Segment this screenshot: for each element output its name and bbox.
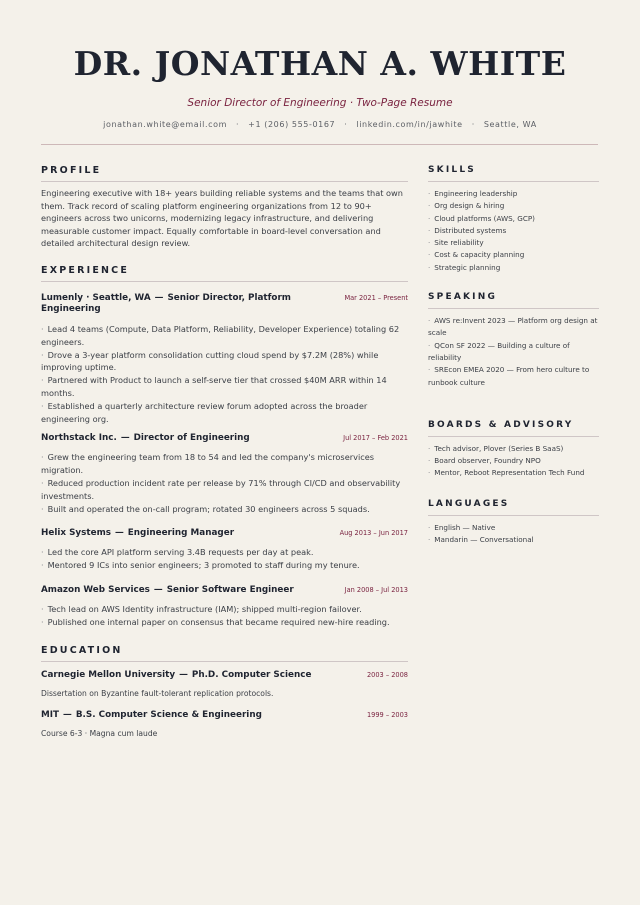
job-role: Senior Software Engineer bbox=[166, 584, 294, 595]
job-title: Northstack Inc. — Director of Engineering bbox=[41, 433, 250, 444]
job-bullets bbox=[41, 546, 408, 572]
job-entry bbox=[41, 528, 408, 572]
education-note: Course 6-3 · Magna cum laude bbox=[41, 728, 158, 738]
job-role: Director of Engineering bbox=[133, 433, 250, 444]
skill-item: · Engineering leadership bbox=[428, 189, 518, 198]
degree-name: B.S. Computer Science & Engineering bbox=[75, 709, 262, 720]
header-divider bbox=[41, 144, 598, 145]
email-link[interactable]: jonathan.white@email.com bbox=[103, 120, 227, 129]
speaking-item: · QCon SF 2022 — Building a culture of reliability bbox=[428, 340, 570, 362]
board-item: · Mentor, Reboot Representation Tech Fund bbox=[428, 468, 585, 478]
section-title-experience: EXPERIENCE bbox=[41, 264, 408, 282]
job-bullets bbox=[41, 451, 408, 515]
job-entry bbox=[41, 433, 408, 515]
profile-section bbox=[41, 164, 408, 250]
bullet-item: · Reduced production incident rate per release by 71% through CI/CD and observability investments. bbox=[41, 477, 401, 501]
section-title-education: EDUCATION bbox=[41, 644, 408, 662]
job-company: Lumenly · Seattle, WA bbox=[41, 292, 151, 303]
school-name: Carnegie Mellon University bbox=[41, 669, 176, 680]
boards-list bbox=[428, 443, 599, 480]
bullet-item: · Lead 4 teams (Compute, Data Platform, Reliability, Developer Experience) totaling 62 engineers. bbox=[41, 323, 400, 347]
job-entry bbox=[41, 585, 408, 629]
main-column bbox=[41, 164, 408, 739]
job-title: Lumenly · Seattle, WA — Senior Director, Platform Engineering bbox=[41, 292, 291, 314]
education-title: Carnegie Mellon University — Ph.D. Computer Science bbox=[41, 669, 312, 680]
section-title-speaking: SPEAKING bbox=[428, 291, 599, 309]
boards-section bbox=[428, 419, 599, 480]
education-dates: 1999 – 2003 bbox=[366, 710, 408, 719]
location-text: Seattle, WA bbox=[483, 120, 537, 129]
degree-name: Ph.D. Computer Science bbox=[191, 669, 312, 680]
phone-text: +1 (206) 555-0167 bbox=[248, 120, 336, 129]
board-item: · Board observer, Foundry NPO bbox=[428, 456, 541, 466]
experience-section bbox=[41, 264, 408, 629]
job-entry bbox=[41, 293, 408, 425]
section-title-languages: LANGUAGES bbox=[428, 498, 599, 516]
education-entry bbox=[41, 710, 408, 739]
skill-item: · Site reliability bbox=[428, 238, 484, 248]
speaking-section bbox=[428, 291, 599, 389]
skill-item: · Distributed systems bbox=[428, 225, 507, 235]
job-title: Amazon Web Services — Senior Software Engineer bbox=[41, 584, 294, 595]
skill-item: · Cloud platforms (AWS, GCP) bbox=[428, 213, 535, 223]
speaking-list bbox=[428, 315, 599, 389]
job-bullets bbox=[41, 603, 408, 629]
linkedin-link[interactable]: linkedin.com/in/jawhite bbox=[356, 120, 463, 129]
education-entry bbox=[41, 670, 408, 699]
section-title-skills: SKILLS bbox=[428, 164, 599, 182]
contact-line bbox=[0, 119, 640, 130]
bullet-item: · Established a quarterly architecture review forum adopted across the broader engineering org. bbox=[41, 400, 368, 424]
job-bullets bbox=[41, 323, 408, 425]
contact-separator: · bbox=[471, 120, 475, 129]
education-title: MIT — B.S. Computer Science & Engineering bbox=[41, 709, 262, 720]
person-name: DR. JONATHAN A. WHITE bbox=[73, 44, 567, 83]
section-title-profile: PROFILE bbox=[41, 164, 408, 182]
school-name: MIT bbox=[41, 709, 60, 720]
education-dates: 2003 – 2008 bbox=[366, 670, 408, 679]
contact-separator: · bbox=[235, 120, 240, 129]
language-item: · Mandarin — Conversational bbox=[428, 535, 534, 545]
resume-subtitle: Senior Director of Engineering · Two-Page Resume bbox=[187, 97, 453, 109]
job-company: Helix Systems bbox=[41, 528, 111, 539]
language-item: · English — Native bbox=[428, 522, 496, 532]
skill-item: · Strategic planning bbox=[428, 262, 501, 272]
education-section bbox=[41, 644, 408, 739]
profile-summary: Engineering executive with 18+ years building reliable systems and the teams that own them. Track record of scaling platform engineering organizations from 12 to 90+ engineers across two unicorns, modernizing legacy infrastructure, and delivering measurable customer impact. Equally comfortable in board-level conversation and detailed architectural design review. bbox=[41, 188, 403, 249]
skills-section bbox=[428, 164, 599, 274]
board-item: · Tech advisor, Plover (Series B SaaS) bbox=[428, 443, 564, 453]
bullet-item: · Published one internal paper on consensus that became required new-hire reading. bbox=[41, 616, 390, 627]
languages-section bbox=[428, 498, 599, 547]
contact-separator: · bbox=[344, 120, 348, 129]
skill-item: · Cost & capacity planning bbox=[428, 250, 525, 260]
job-dates: Jan 2008 – Jul 2013 bbox=[344, 585, 408, 594]
bullet-item: · Drove a 3-year platform consolidation cutting cloud spend by $7.2M (28%) while improving uptime. bbox=[41, 349, 379, 373]
bullet-item: · Led the core API platform serving 3.4B requests per day at peak. bbox=[41, 547, 314, 558]
bullet-item: · Built and operated the on-call program; rotated 30 engineers across 5 squads. bbox=[41, 503, 370, 514]
job-company: Amazon Web Services bbox=[41, 584, 150, 595]
speaking-item: · AWS re:Invent 2023 — Platform org design at scale bbox=[428, 316, 598, 338]
education-note: Dissertation on Byzantine fault-tolerant replication protocols. bbox=[41, 688, 274, 698]
job-role: Senior Director, Platform Engineering bbox=[41, 292, 291, 314]
side-column bbox=[428, 164, 599, 546]
skills-list bbox=[428, 188, 599, 274]
job-dates: Mar 2021 – Present bbox=[344, 293, 408, 302]
bullet-item: · Partnered with Product to launch a self-serve tier that crossed $40M ARR within 14 months. bbox=[41, 375, 387, 398]
job-role: Engineering Manager bbox=[127, 528, 235, 539]
job-dates: Jul 2017 – Feb 2021 bbox=[343, 434, 408, 443]
speaking-item: · SREcon EMEA 2020 — From hero culture to runbook culture bbox=[428, 365, 590, 387]
job-company: Northstack Inc. bbox=[41, 433, 117, 444]
job-title: Helix Systems — Engineering Manager bbox=[41, 528, 235, 539]
bullet-item: · Mentored 9 ICs into senior engineers; 3 promoted to staff during my tenure. bbox=[41, 560, 360, 571]
job-dates: Aug 2013 – Jun 2017 bbox=[339, 529, 408, 538]
bullet-item: · Grew the engineering team from 18 to 54 and led the company's microservices migration. bbox=[41, 452, 375, 476]
languages-list bbox=[428, 522, 599, 547]
section-title-boards: BOARDS & ADVISORY bbox=[428, 419, 599, 437]
bullet-item: · Tech lead on AWS Identity infrastructure (IAM); shipped multi-region failover. bbox=[41, 603, 362, 614]
skill-item: · Org design & hiring bbox=[428, 201, 505, 211]
